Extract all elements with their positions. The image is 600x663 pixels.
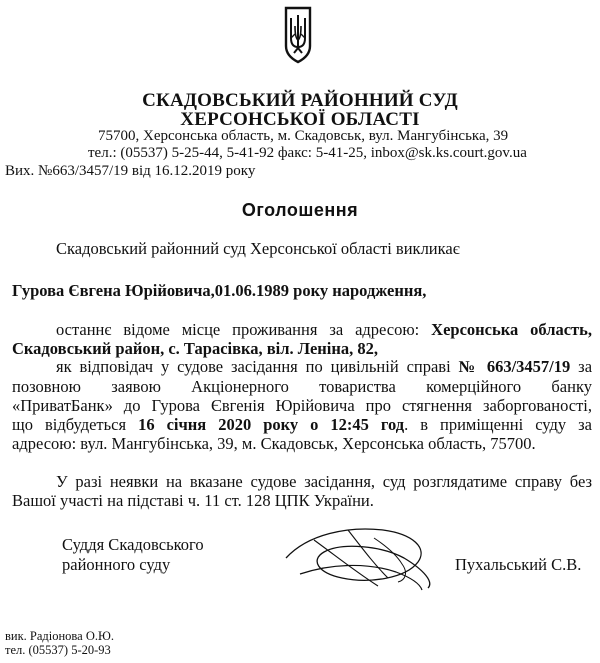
residence-label: останнє відоме місце проживання за адресою: — [56, 320, 420, 339]
body-line-5: адресою: вул. Мангубінська, 39, м. Скадовськ, Херсонська область, 75700. — [12, 434, 536, 453]
intro-text: Скадовський районний суд Херсонської області викликає — [56, 239, 460, 258]
signature-scribble — [278, 518, 448, 596]
body-line-4-pre: що відбудеться — [12, 415, 127, 434]
court-region: ХЕРСОНСЬКОЇ ОБЛАСТІ — [180, 109, 420, 130]
trident-icon — [281, 4, 315, 64]
court-name: СКАДОВСЬКИЙ РАЙОННИЙ СУД — [142, 90, 458, 111]
body-line-2: позовною заявою Акціонерного товариства комерційного банку — [12, 377, 592, 396]
body-line-1-text: як відповідач у судове засідання по цивільній справі — [56, 357, 451, 376]
outgoing-reference: Вих. №663/3457/19 від 16.12.2019 року — [5, 163, 256, 179]
body-line-3: «ПриватБанк» до Гурова Євгенія Юрійовича про стягнення заборгованості, — [12, 396, 592, 415]
executor-phone: тел. (05537) 5-20-93 — [5, 643, 111, 657]
court-address: 75700, Херсонська область, м. Скадовськ, вул. Мангубінська, 39 — [98, 128, 509, 144]
executor-line: вик. Радіонова О.Ю. — [5, 629, 114, 643]
document-title: Оголошення — [241, 200, 359, 220]
judge-title-line-2: районного суду — [62, 555, 171, 574]
judge-name: Пухальський С.В. — [455, 555, 582, 574]
judge-title-line-1: Суддя Скадовського — [62, 535, 204, 554]
body-line-4-post: . в приміщенні суду за — [404, 415, 593, 434]
body-line-1 — [56, 357, 592, 376]
body-line-4 — [12, 415, 592, 434]
warning-line-2: Вашої участі на підставі ч. 11 ст. 128 ЦПК України. — [12, 491, 374, 510]
person-line: Гурова Євгена Юрійовича,01.06.1989 року народження, — [12, 281, 427, 300]
case-number: № 663/3457/19 — [458, 357, 571, 376]
residence-region: Херсонська область, — [431, 320, 592, 339]
warning-line-1: У разі неявки на вказане судове засідання, суд розглядатиме справу без — [56, 472, 592, 491]
court-phones: тел.: (05537) 5-25-44, 5-41-92 факс: 5-41-25, inbox@sk.ks.court.gov.ua — [88, 145, 527, 161]
hearing-date: 16 січня 2020 року о 12:45 год — [138, 415, 405, 434]
residence-line-1 — [56, 320, 592, 339]
body-line-1-end: за — [578, 357, 593, 376]
residence-line-2: Скадовський район, с. Тарасівка, віл. Леніна, 82, — [12, 339, 379, 358]
